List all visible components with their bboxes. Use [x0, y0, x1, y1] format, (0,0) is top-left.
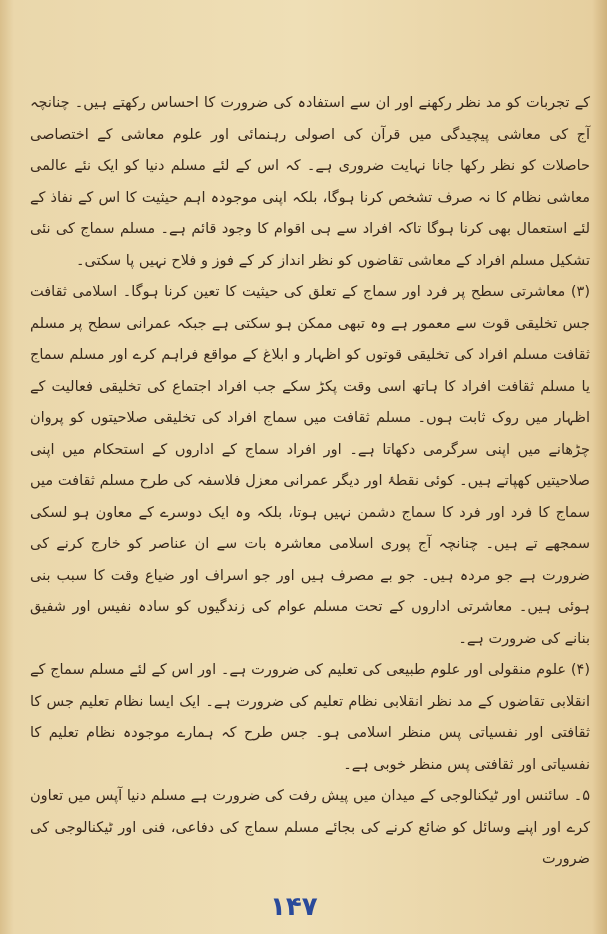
page-number: ۱۴۷ — [270, 892, 318, 922]
paragraph-2: (۳) معاشرتی سطح پر فرد اور سماج کے تعلق کی حیثیت کا تعین کرنا ہوگا۔ اسلامی ثقافت جس تخلیقی قوت سے معمور ہے وہ تبھی ممکن ہو سکتی ہے جبکہ عمرانی سطح پر مسلم ثقافت مسلم افراد کی تخلیقی قوتوں کو اظہار و ابلاغ کے مواقع فراہم کرے اور مسلم سماج یا مسلم ثقافت افراد کا ہاتھ اسی وقت پکڑ سکے جب افراد اجتماع کی تخلیقی فعالیت کے اظہار میں روک ثابت ہوں۔ مسلم ثقافت میں سماج افراد کی تخلیقی صلاحیتوں کو پروان چڑھانے میں اپنی سرگرمی دکھاتا ہے۔ اور افراد سماج کے اداروں کے استحکام میں اپنی صلاحیتیں کھپاتے ہیں۔ کوئی نقطۂ اور دیگر عمرانی معزل فلاسفہ کی طرح مسلم ثقافت میں سماج کا فرد اور فرد کا سماج دشمن نہیں ہوتا، بلکہ وہ ایک دوسرے کے معاون ہو لسکی سمجھے تے ہیں۔ چنانچہ آج پوری اسلامی معاشرہ بات سے ان عناصر کو خارج کرنے کی ضرورت ہے جو مردہ ہیں۔ جو بے مصرف ہیں اور جو اسراف اور ضیاع وقت کا سبب بنی ہوئی ہیں۔ معاشرتی اداروں کے تحت مسلم عوام کی زندگیوں کو سادہ نفیس اور شفیق بنانے کی ضرورت ہے۔ — [30, 284, 590, 647]
paragraph-4: ۵۔ سائنس اور ٹیکنالوجی کے میدان میں پیش رفت کی ضرورت ہے مسلم دنیا آپس میں تعاون کرے اور اپنے وسائل کو ضائع کرنے کی بجائے مسلم سماج کی دفاعی، فنی اور ٹیکنالوجی کی ضرورت — [30, 788, 590, 867]
body-text — [30, 88, 590, 876]
paragraph-1: کے تجربات کو مد نظر رکھنے اور ان سے استفادہ کی ضرورت کا احساس رکھتے ہیں۔ چنانچہ آج کی معاشی پیچیدگی میں قرآن کی اصولی رہنمائی اور علوم معاشی کے اختصاصی حاصلات کو نظر رکھا جانا نہایت ضروری ہے۔ کہ اس کے لئے مسلم دنیا کو ایک نئے عالمی معاشی نظام کا نہ صرف تشخص کرنا ہوگا، بلکہ اپنی موجودہ اہم حیثیت کا اس کے نفاذ کے لئے استعمال بھی کرنا ہوگا تاکہ افراد سے ہی اقوام کا وجود قائم ہے۔ مسلم سماج کی نئی تشکیل مسلم افراد کے معاشی تقاضوں کو نظر انداز کر کے فوز و فلاح نہیں پا سکتی۔ — [30, 95, 590, 269]
paragraph-3: (۴) علوم منقولی اور علوم طبیعی کی تعلیم کی ضرورت ہے۔ اور اس کے لئے مسلم سماج کے انقلابی تقاضوں کے مد نظر انقلابی نظام تعلیم کی ضرورت ہے۔ ایک ایسا نظام تعلیم جس کا ثقافتی اور نفسیاتی پس منظر اسلامی ہو۔ جس طرح کہ ہمارے موجودہ نظام تعلیم کا نفسیاتی اور ثقافتی پس منظر خوبی ہے۔ — [30, 662, 590, 773]
